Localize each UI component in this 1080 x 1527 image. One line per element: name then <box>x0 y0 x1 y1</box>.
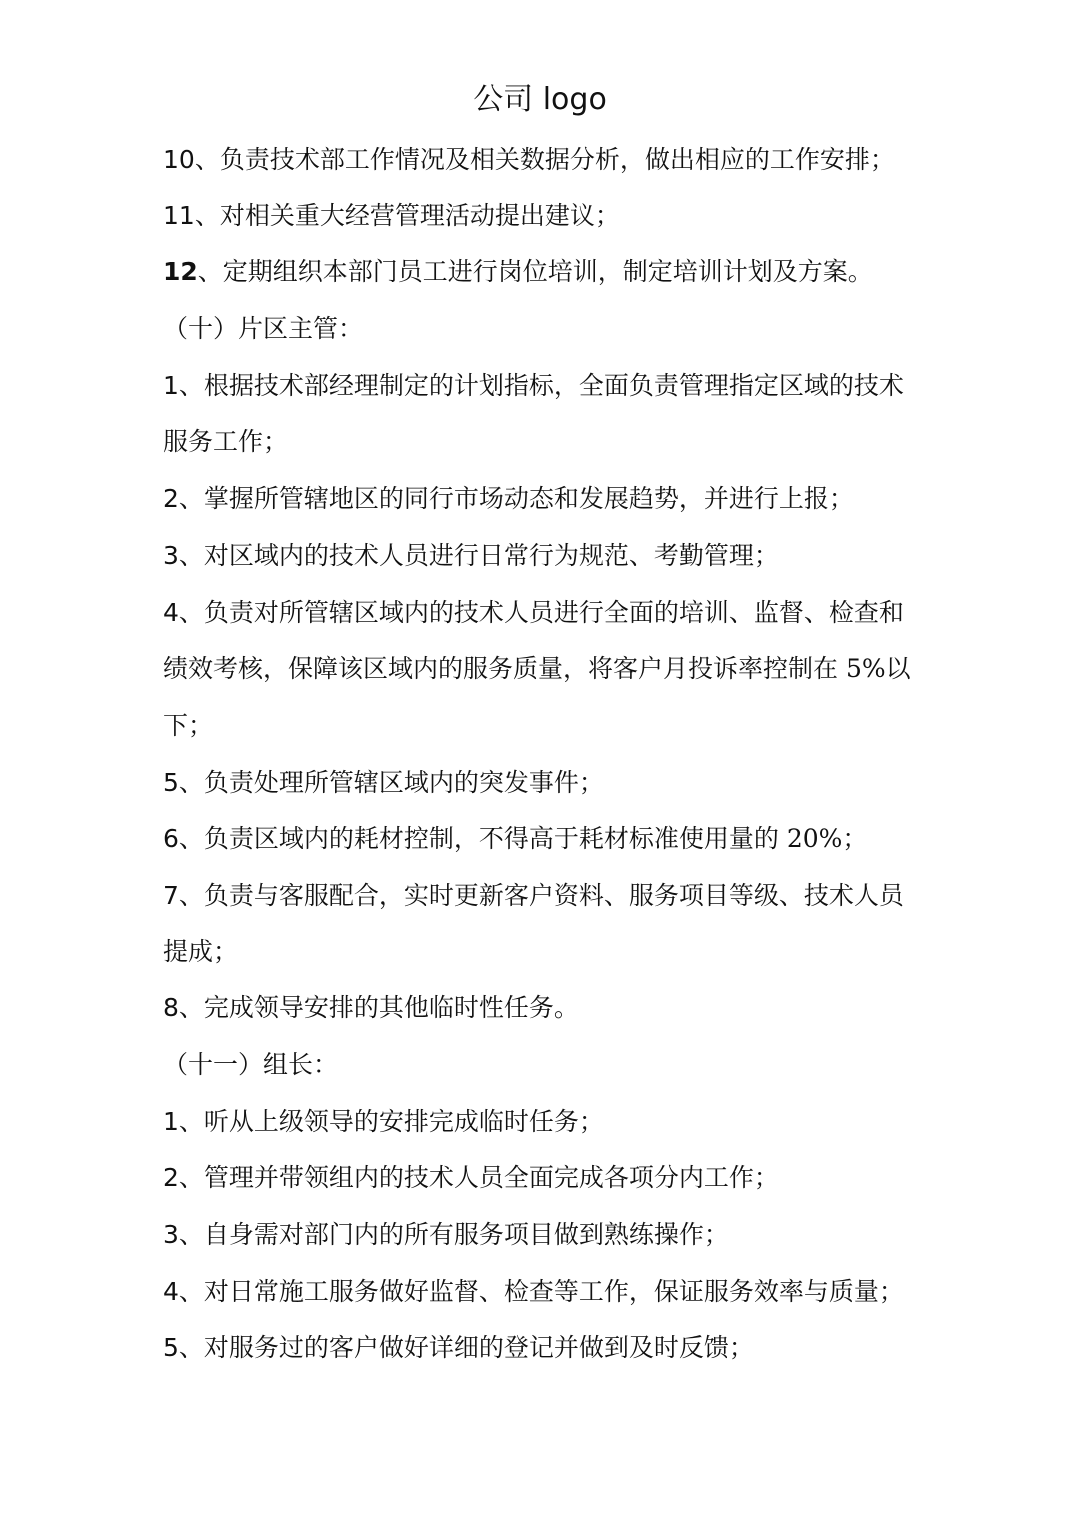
item-number: 1 <box>163 371 179 400</box>
duty-line-12 <box>163 254 923 290</box>
supervisor-duty-4-continued <box>163 651 923 687</box>
leader-duty-3 <box>163 1217 923 1253</box>
item-number: 12 <box>163 257 198 286</box>
supervisor-duty-3 <box>163 538 923 574</box>
item-text: 、负责区域内的耗材控制，不得高于耗材标准使用量的 20%； <box>178 824 868 853</box>
item-text: 下； <box>163 711 214 740</box>
supervisor-duty-7-continued <box>163 934 923 970</box>
company-logo-text: 公司 logo <box>473 82 607 117</box>
supervisor-duty-1 <box>163 368 923 404</box>
supervisor-duty-2 <box>163 481 923 517</box>
item-text: 、对日常施工服务做好监督、检查等工作，保证服务效率与质量； <box>178 1277 904 1306</box>
item-text: 绩效考核，保障该区域内的服务质量，将客户月投诉率控制在 5%以 <box>163 654 911 683</box>
item-number: 2 <box>163 484 179 513</box>
item-text: 、管理并带领组内的技术人员全面完成各项分内工作； <box>178 1163 779 1192</box>
section-heading-team-leader <box>163 1047 923 1083</box>
item-text: 、掌握所管辖地区的同行市场动态和发展趋势，并进行上报； <box>178 484 854 513</box>
supervisor-duty-8 <box>163 990 923 1026</box>
item-text: 、对服务过的客户做好详细的登记并做到及时反馈； <box>178 1333 754 1362</box>
item-text: 、完成领导安排的其他临时性任务。 <box>178 993 579 1022</box>
item-text: 、根据技术部经理制定的计划指标，全面负责管理指定区域的技术 <box>178 371 904 400</box>
duty-line-11 <box>163 198 923 234</box>
item-text: 提成； <box>163 937 239 966</box>
duty-line-10 <box>163 142 923 178</box>
leader-duty-2 <box>163 1160 923 1196</box>
item-number: 8 <box>163 993 179 1022</box>
item-text: 、负责对所管辖区域内的技术人员进行全面的培训、监督、检查和 <box>178 598 904 627</box>
supervisor-duty-6 <box>163 821 923 857</box>
item-number: 7 <box>163 881 179 910</box>
supervisor-duty-5 <box>163 765 923 801</box>
item-number: 4 <box>163 598 179 627</box>
item-number: 5 <box>163 768 179 797</box>
item-number: 4 <box>163 1277 179 1306</box>
item-number: 11 <box>163 201 195 230</box>
item-number: 6 <box>163 824 179 853</box>
item-text: 、对区域内的技术人员进行日常行为规范、考勤管理； <box>178 541 779 570</box>
item-number: 2 <box>163 1163 179 1192</box>
supervisor-duty-7 <box>163 878 923 914</box>
item-number: 10 <box>163 145 195 174</box>
section-title: （十一）组长： <box>163 1050 339 1079</box>
item-text: 、负责技术部工作情况及相关数据分析，做出相应的工作安排； <box>194 145 895 174</box>
leader-duty-4 <box>163 1274 923 1310</box>
supervisor-duty-4-continued-2 <box>163 708 923 744</box>
item-number: 3 <box>163 541 179 570</box>
item-number: 1 <box>163 1107 179 1136</box>
item-text: 、自身需对部门内的所有服务项目做到熟练操作； <box>178 1220 729 1249</box>
supervisor-duty-1-continued <box>163 424 923 460</box>
section-heading-area-supervisor <box>163 311 923 347</box>
item-number: 5 <box>163 1333 179 1362</box>
item-text: 、对相关重大经营管理活动提出建议； <box>194 201 620 230</box>
item-text: 服务工作； <box>163 427 289 456</box>
supervisor-duty-4 <box>163 595 923 631</box>
item-text: 、定期组织本部门员工进行岗位培训，制定培训计划及方案。 <box>197 257 873 286</box>
item-text: 、听从上级领导的安排完成临时任务； <box>178 1107 604 1136</box>
leader-duty-1 <box>163 1104 923 1140</box>
item-text: 、负责处理所管辖区域内的突发事件； <box>178 768 604 797</box>
item-text: 、负责与客服配合，实时更新客户资料、服务项目等级、技术人员 <box>178 881 904 910</box>
section-title: （十）片区主管： <box>163 314 364 343</box>
leader-duty-5 <box>163 1330 923 1366</box>
item-number: 3 <box>163 1220 179 1249</box>
